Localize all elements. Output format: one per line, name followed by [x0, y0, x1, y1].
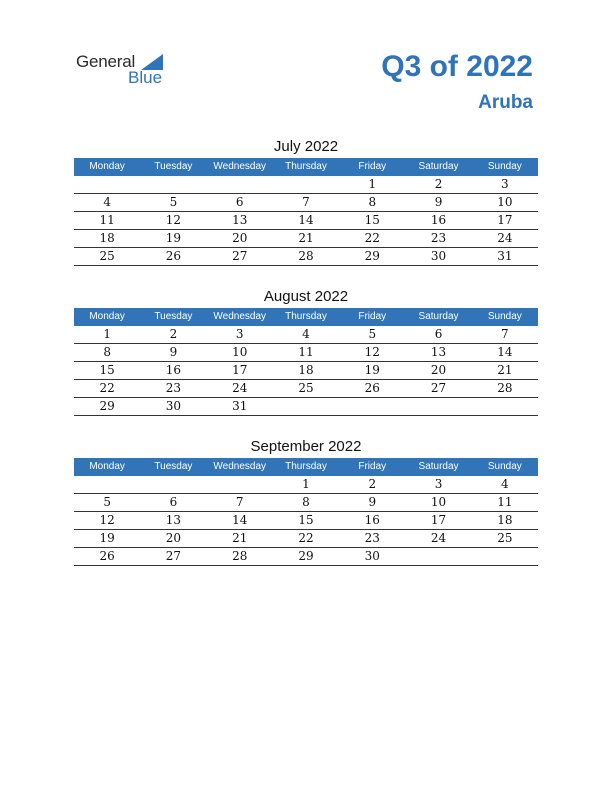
- day-cell: [405, 548, 471, 565]
- weekday-label: Wednesday: [213, 311, 267, 322]
- month-title: July 2022: [273, 138, 339, 155]
- logo-word-general: General: [76, 52, 136, 71]
- day-cell: 3: [434, 477, 443, 491]
- day-cell: 22: [99, 381, 115, 395]
- day-cell: [472, 548, 538, 565]
- day-cell: 3: [501, 177, 509, 191]
- weekday-label: Saturday: [418, 461, 459, 472]
- day-cell: 30: [430, 249, 447, 263]
- day-cell: 5: [103, 495, 111, 509]
- day-cell: 2: [434, 177, 443, 191]
- day-cell: 16: [430, 213, 447, 227]
- day-cell: 22: [364, 231, 380, 245]
- weekday-label: Saturday: [418, 311, 459, 322]
- day-cell: [140, 476, 206, 493]
- day-cell: 12: [364, 345, 380, 359]
- day-cell: 25: [497, 531, 513, 545]
- day-cell: 18: [497, 513, 513, 527]
- day-cell: 19: [165, 231, 182, 245]
- weekday-header: [74, 158, 538, 176]
- weekday-label: Wednesday: [213, 461, 267, 472]
- day-cell: 11: [99, 213, 115, 227]
- weekday-label: Monday: [89, 311, 125, 322]
- week-row: [74, 176, 538, 194]
- day-cell: 10: [430, 495, 447, 509]
- day-cell: 23: [430, 231, 447, 245]
- day-cell: 23: [364, 531, 380, 545]
- day-cell: 22: [298, 531, 314, 545]
- day-cell: 14: [298, 213, 314, 227]
- day-cell: 19: [364, 363, 380, 377]
- day-cell: 23: [165, 381, 182, 395]
- month-title: September 2022: [250, 438, 362, 455]
- day-cell: [405, 398, 471, 415]
- day-cell: 6: [434, 327, 443, 341]
- day-cell: 31: [497, 249, 513, 263]
- month-calendar-august: [74, 286, 538, 416]
- week-row: [74, 380, 538, 398]
- week-row: [74, 326, 538, 344]
- week-row: [74, 230, 538, 248]
- day-cell: 29: [364, 249, 380, 263]
- week-row: [74, 476, 538, 494]
- month-title: August 2022: [263, 288, 349, 305]
- day-cell: [207, 476, 273, 493]
- day-cell: 4: [501, 477, 509, 491]
- week-row: [74, 512, 538, 530]
- week-row: [74, 344, 538, 362]
- day-cell: 3: [235, 327, 244, 341]
- day-cell: 9: [368, 495, 377, 509]
- day-cell: 17: [430, 513, 447, 527]
- day-cell: 9: [434, 195, 443, 209]
- day-cell: 20: [165, 531, 182, 545]
- weekday-label: Friday: [358, 161, 387, 172]
- day-cell: 16: [364, 513, 380, 527]
- day-cell: 21: [232, 531, 248, 545]
- day-cell: 29: [298, 549, 314, 563]
- week-row: [74, 212, 538, 230]
- day-cell: 28: [232, 549, 248, 563]
- day-cell: 10: [232, 345, 248, 359]
- day-cell: 6: [169, 495, 178, 509]
- week-row: [74, 398, 538, 416]
- day-cell: 30: [165, 399, 182, 413]
- day-cell: 26: [165, 249, 182, 263]
- generalblue-logo: [76, 52, 186, 92]
- weekday-label: Thursday: [285, 311, 327, 322]
- weekday-label: Wednesday: [213, 161, 267, 172]
- day-cell: 27: [165, 549, 182, 563]
- day-cell: [273, 176, 339, 193]
- weekday-label: Sunday: [487, 161, 522, 172]
- day-cell: [273, 398, 339, 415]
- day-cell: 12: [165, 213, 182, 227]
- day-cell: 15: [298, 513, 314, 527]
- day-cell: 25: [298, 381, 314, 395]
- day-cell: 27: [232, 249, 248, 263]
- day-cell: 31: [232, 399, 248, 413]
- weekday-header: [74, 308, 538, 326]
- month-weeks: [74, 476, 538, 566]
- weekday-label: Thursday: [285, 461, 327, 472]
- day-cell: 17: [232, 363, 248, 377]
- day-cell: 9: [169, 345, 178, 359]
- day-cell: 15: [364, 213, 380, 227]
- day-cell: 8: [103, 345, 111, 359]
- day-cell: 28: [497, 381, 513, 395]
- weekday-label: Monday: [89, 461, 125, 472]
- day-cell: 12: [99, 513, 115, 527]
- day-cell: 24: [497, 231, 513, 245]
- day-cell: 24: [430, 531, 447, 545]
- weekday-label: Friday: [358, 311, 387, 322]
- day-cell: [207, 176, 273, 193]
- day-cell: 8: [368, 195, 377, 209]
- weekday-label: Saturday: [418, 161, 459, 172]
- day-cell: 11: [298, 345, 314, 359]
- day-cell: 7: [302, 195, 310, 209]
- month-weeks: [74, 176, 538, 266]
- day-cell: 13: [165, 513, 182, 527]
- day-cell: 24: [232, 381, 248, 395]
- day-cell: 30: [364, 549, 380, 563]
- weekday-label: Sunday: [487, 461, 522, 472]
- weekday-label: Sunday: [487, 311, 522, 322]
- day-cell: [140, 176, 206, 193]
- day-cell: 21: [298, 231, 314, 245]
- weekday-label: Monday: [89, 161, 125, 172]
- day-cell: 1: [302, 477, 310, 491]
- day-cell: 2: [169, 327, 178, 341]
- day-cell: 15: [99, 363, 115, 377]
- day-cell: 1: [368, 177, 377, 191]
- page-title: Q3 of 2022: [381, 50, 533, 83]
- day-cell: 7: [501, 327, 509, 341]
- day-cell: 21: [497, 363, 513, 377]
- month-weeks: [74, 326, 538, 416]
- day-cell: 2: [368, 477, 377, 491]
- day-cell: 13: [430, 345, 447, 359]
- week-row: [74, 362, 538, 380]
- day-cell: 5: [368, 327, 377, 341]
- weekday-label: Friday: [358, 461, 387, 472]
- weekday-label: Tuesday: [154, 311, 193, 322]
- day-cell: 26: [364, 381, 380, 395]
- day-cell: 10: [497, 195, 513, 209]
- day-cell: 19: [99, 531, 115, 545]
- week-row: [74, 494, 538, 512]
- day-cell: 1: [103, 327, 111, 341]
- day-cell: 20: [232, 231, 248, 245]
- day-cell: 26: [99, 549, 115, 563]
- logo-word-blue: Blue: [128, 68, 163, 87]
- day-cell: 14: [497, 345, 513, 359]
- month-calendar-september: [74, 436, 538, 566]
- day-cell: 29: [99, 399, 115, 413]
- day-cell: 5: [169, 195, 178, 209]
- day-cell: 27: [430, 381, 447, 395]
- day-cell: 4: [103, 195, 111, 209]
- day-cell: 11: [497, 495, 513, 509]
- week-row: [74, 248, 538, 266]
- day-cell: 20: [430, 363, 447, 377]
- day-cell: [339, 398, 405, 415]
- day-cell: 18: [298, 363, 314, 377]
- day-cell: 18: [99, 231, 115, 245]
- week-row: [74, 548, 538, 566]
- weekday-label: Tuesday: [154, 461, 193, 472]
- page-subtitle: Aruba: [478, 92, 533, 113]
- weekday-label: Tuesday: [154, 161, 193, 172]
- day-cell: 4: [302, 327, 310, 341]
- day-cell: [472, 398, 538, 415]
- week-row: [74, 194, 538, 212]
- weekday-label: Thursday: [285, 161, 327, 172]
- week-row: [74, 530, 538, 548]
- day-cell: 6: [235, 195, 244, 209]
- weekday-header: [74, 458, 538, 476]
- month-calendar-july: [74, 136, 538, 266]
- day-cell: [74, 176, 140, 193]
- day-cell: 17: [497, 213, 513, 227]
- day-cell: 16: [165, 363, 182, 377]
- day-cell: 7: [235, 495, 244, 509]
- day-cell: [74, 476, 140, 493]
- day-cell: 8: [302, 495, 310, 509]
- day-cell: 25: [99, 249, 115, 263]
- day-cell: 14: [232, 513, 248, 527]
- day-cell: 13: [232, 213, 248, 227]
- day-cell: 28: [298, 249, 314, 263]
